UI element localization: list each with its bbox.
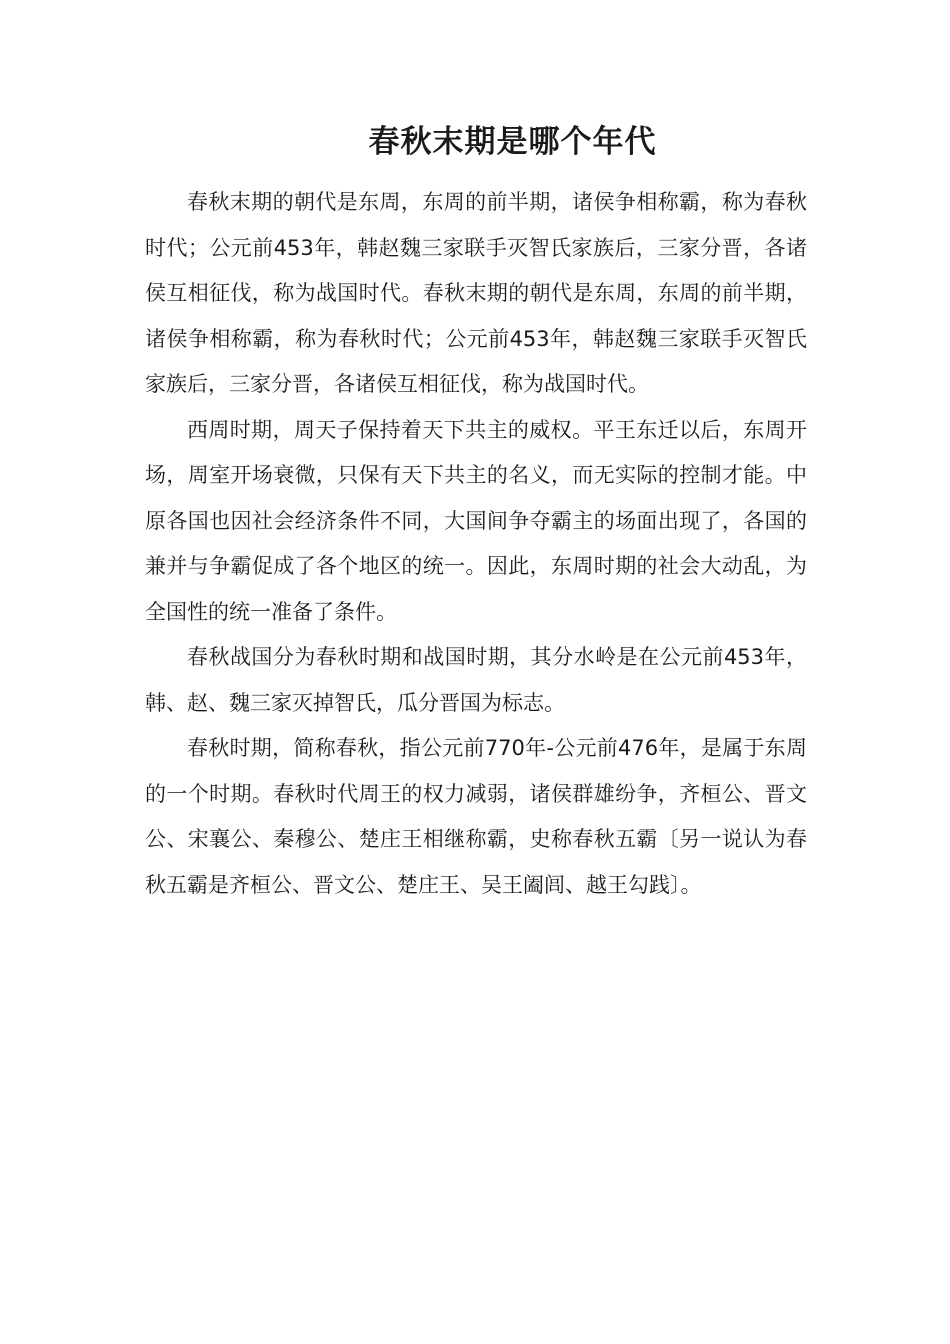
document-body [145, 180, 807, 908]
document-title: 春秋末期是哪个年代 [368, 124, 657, 160]
paragraph-3: 春秋战国分为春秋时期和战国时期，其分水岭是在公元前453年，韩、赵、魏三家灭掉智氏，瓜分晋国为标志。 [145, 645, 807, 715]
paragraph-2: 西周时期，周天子保持着天下共主的威权。平王东迁以后，东周开场，周室开场衰微，只保有天下共主的名义，而无实际的控制才能。中原各国也因社会经济条件不同，大国间争夺霸主的场面出现了，各国的兼并与争霸促成了各个地区的统一。因此，东周时期的社会大动乱，为全国性的统一准备了条件。 [145, 417, 807, 624]
paragraph-4: 春秋时期，简称春秋，指公元前770年-公元前476年，是属于东周的一个时期。春秋时代周王的权力减弱，诸侯群雄纷争，齐桓公、晋文公、宋襄公、秦穆公、楚庄王相继称霸，史称春秋五霸〔另一说认为春秋五霸是齐桓公、晋文公、楚庄王、吴王阖闾、越王勾践〕。 [145, 736, 807, 897]
paragraph-1: 春秋末期的朝代是东周，东周的前半期，诸侯争相称霸，称为春秋时代；公元前453年，韩赵魏三家联手灭智氏家族后，三家分晋，各诸侯互相征伐，称为战国时代。春秋末期的朝代是东周，东周的前半期，诸侯争相称霸，称为春秋时代；公元前453年，韩赵魏三家联手灭智氏家族后，三家分晋，各诸侯互相征伐，称为战国时代。 [145, 190, 807, 396]
